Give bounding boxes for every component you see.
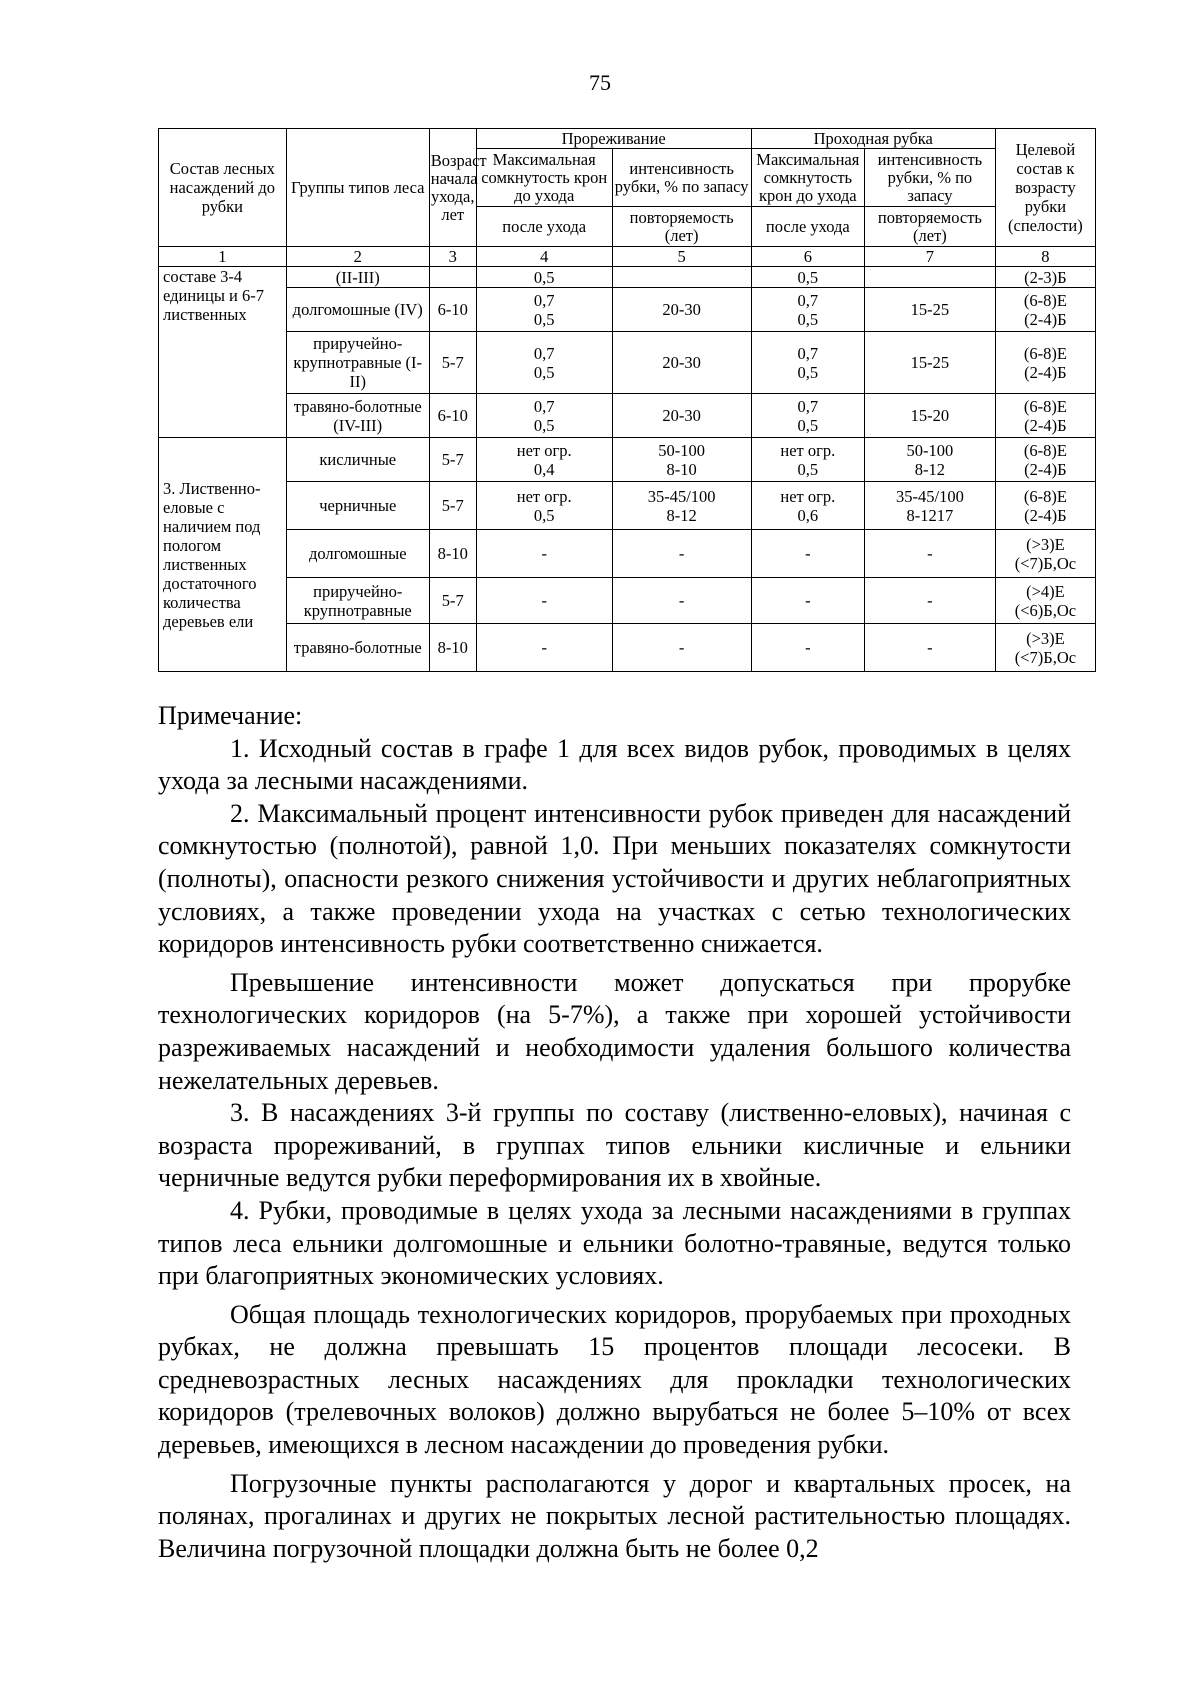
table-row (159, 578, 1096, 624)
age-cell: 6-10 (429, 394, 476, 438)
thin-intensity-cell: 35-45/100 8-12 (612, 482, 751, 530)
target-cell: (6-8)Е (2-4)Б (995, 288, 1095, 332)
pass-canopy-cell: 0,5 (751, 267, 864, 288)
header-pass-after-care: после ухода (751, 207, 864, 247)
target-cell: (6-8)Е (2-4)Б (995, 438, 1095, 482)
target-cell: (6-8)Е (2-4)Б (995, 482, 1095, 530)
target-cell: (6-8)Е (2-4)Б (995, 332, 1095, 394)
header-passage-cutting: Проходная рубка (751, 129, 995, 149)
pass-intensity-cell: 15-25 (865, 288, 996, 332)
column-number: 6 (751, 247, 864, 267)
target-cell: (6-8)Е (2-4)Б (995, 394, 1095, 438)
note-paragraph: Превышение интенсивности может допускаться при прорубке технологических коридоров (на 5-7%), а также при хорошей устойчивости разреживаемых насаждений и необходимости удаления большого количества нежелательных деревьев. (158, 967, 1071, 1095)
header-pass-max-canopy: Максимальная сомкнутость крон до ухода (751, 149, 864, 207)
notes-title: Примечание: (158, 701, 303, 730)
group-cell: приручейно-крупнотравные (I-II) (286, 332, 429, 394)
thin-intensity-cell: 20-30 (612, 332, 751, 394)
header-pass-repeatability: повторяемость (лет) (865, 207, 996, 247)
notes-section (158, 700, 1071, 1565)
group-cell: кисличные (286, 438, 429, 482)
column-number: 8 (995, 247, 1095, 267)
column-number: 2 (286, 247, 429, 267)
age-cell: 6-10 (429, 288, 476, 332)
table-row (159, 530, 1096, 578)
header-thin-max-canopy: Максимальная сомкнутость крон до ухода (476, 149, 612, 207)
thin-canopy-cell: - (476, 578, 612, 624)
header-forest-groups: Группы типов леса (286, 129, 429, 247)
pass-intensity-cell: - (865, 578, 996, 624)
composition-cell: составе 3-4 единицы и 6-7 лиственных (159, 267, 287, 438)
forest-care-table (158, 128, 1096, 672)
pass-canopy-cell: - (751, 624, 864, 672)
page-number: 75 (589, 70, 611, 95)
thin-canopy-cell: 0,7 0,5 (476, 394, 612, 438)
thin-intensity-cell: - (612, 578, 751, 624)
column-number: 3 (429, 247, 476, 267)
pass-canopy-cell: 0,7 0,5 (751, 288, 864, 332)
group-cell: долгомошные (286, 530, 429, 578)
note-paragraph: 3. В насаждениях 3-й группы по составу (лиственно-еловых), начиная с возраста прореживаний, в группах типов ельники кисличные и ельники черничные ведутся рубки переформирования их в хвойные. (158, 1098, 1071, 1193)
header-pass-intensity: интенсивность рубки, % по запасу (865, 149, 996, 207)
header-composition: Состав лесных насаждений до рубки (159, 129, 287, 247)
header-thin-after-care: после ухода (476, 207, 612, 247)
group-cell: травяно-болотные (IV-III) (286, 394, 429, 438)
thin-intensity-cell: 50-100 8-10 (612, 438, 751, 482)
pass-canopy-cell: - (751, 578, 864, 624)
pass-canopy-cell: - (751, 530, 864, 578)
header-thinning: Прореживание (476, 129, 751, 149)
age-cell: 5-7 (429, 438, 476, 482)
note-paragraph: 1. Исходный состав в графе 1 для всех видов рубок, проводимых в целях ухода за лесными насаждениями. (158, 733, 1071, 796)
age-cell: 8-10 (429, 530, 476, 578)
header-target-composition: Целевой состав к возрасту рубки (спелости) (995, 129, 1095, 247)
table-row (159, 482, 1096, 530)
thin-intensity-cell (612, 267, 751, 288)
target-cell: (>4)Е (<6)Б,Ос (995, 578, 1095, 624)
pass-canopy-cell: 0,7 0,5 (751, 332, 864, 394)
thin-canopy-cell: - (476, 530, 612, 578)
pass-intensity-cell: 35-45/100 8-1217 (865, 482, 996, 530)
pass-canopy-cell: нет огр. 0,6 (751, 482, 864, 530)
header-thin-repeatability: повторяемость (лет) (612, 207, 751, 247)
target-cell: (2-3)Б (995, 267, 1095, 288)
table-row (159, 624, 1096, 672)
thin-canopy-cell: 0,7 0,5 (476, 288, 612, 332)
note-paragraph: Общая площадь технологических коридоров, прорубаемых при проходных рубках, не должна превышать 15 процентов площади лесосеки. В средневозрастных лесных насаждениях для прокладки технологических коридоров (трелевочных волоков) должно вырубаться не более 5–10% от всех деревьев, имеющихся в лесном насаждении до проведения рубки. (158, 1299, 1071, 1460)
age-cell: 8-10 (429, 624, 476, 672)
table-row (159, 394, 1096, 438)
group-cell: травяно-болотные (286, 624, 429, 672)
thin-intensity-cell: - (612, 530, 751, 578)
header-thin-intensity: интенсивность рубки, % по запасу (612, 149, 751, 207)
target-cell: (>3)Е (<7)Б,Ос (995, 624, 1095, 672)
column-number: 4 (476, 247, 612, 267)
column-number: 7 (865, 247, 996, 267)
pass-canopy-cell: нет огр. 0,5 (751, 438, 864, 482)
age-cell: 5-7 (429, 332, 476, 394)
age-cell: 5-7 (429, 578, 476, 624)
target-cell: (>3)Е (<7)Б,Ос (995, 530, 1095, 578)
table-row (159, 438, 1096, 482)
table-row (159, 332, 1096, 394)
thin-intensity-cell: 20-30 (612, 288, 751, 332)
thin-canopy-cell: 0,7 0,5 (476, 332, 612, 394)
pass-intensity-cell: 50-100 8-12 (865, 438, 996, 482)
group-cell: черничные (286, 482, 429, 530)
column-number: 5 (612, 247, 751, 267)
column-number: 1 (159, 247, 287, 267)
thin-canopy-cell: - (476, 624, 612, 672)
composition-cell: 3. Лиственно-еловые с наличием под пологом лиственных достаточного количества деревьев ели (159, 438, 287, 672)
note-paragraph: Погрузочные пункты располагаются у дорог и квартальных просек, на полянах, прогалинах и других не покрытых лесной растительностью площадях. Величина погрузочной площадки должна быть не более 0,2 (158, 1468, 1071, 1563)
pass-intensity-cell: - (865, 530, 996, 578)
header-start-age: Возраст начала ухода, лет (429, 129, 476, 247)
thin-intensity-cell: 20-30 (612, 394, 751, 438)
thin-canopy-cell: нет огр. 0,4 (476, 438, 612, 482)
table-row (159, 267, 1096, 288)
note-paragraph: 2. Максимальный процент интенсивности рубок приведен для насаждений сомкнутостью (полнотой), равной 1,0. При меньших показателях сомкнутости (полноты), опасности резкого снижения устойчивости и других неблагоприятных условиях, а также проведении ухода на участках с сетью технологических коридоров интенсивность рубки соответственно снижается. (158, 798, 1071, 959)
age-cell: 5-7 (429, 482, 476, 530)
table-row (159, 288, 1096, 332)
pass-intensity-cell (865, 267, 996, 288)
pass-intensity-cell: 15-20 (865, 394, 996, 438)
pass-canopy-cell: 0,7 0,5 (751, 394, 864, 438)
group-cell: приручейно-крупнотравные (286, 578, 429, 624)
pass-intensity-cell: 15-25 (865, 332, 996, 394)
pass-intensity-cell: - (865, 624, 996, 672)
group-cell: долгомошные (IV) (286, 288, 429, 332)
group-cell: (II-III) (286, 267, 429, 288)
thin-intensity-cell: - (612, 624, 751, 672)
thin-canopy-cell: нет огр. 0,5 (476, 482, 612, 530)
age-cell (429, 267, 476, 288)
note-paragraph: 4. Рубки, проводимые в целях ухода за лесными насаждениями в группах типов леса ельники долгомошные и ельники болотно-травяные, ведутся только при благоприятных экономических условиях. (158, 1195, 1071, 1291)
thin-canopy-cell: 0,5 (476, 267, 612, 288)
